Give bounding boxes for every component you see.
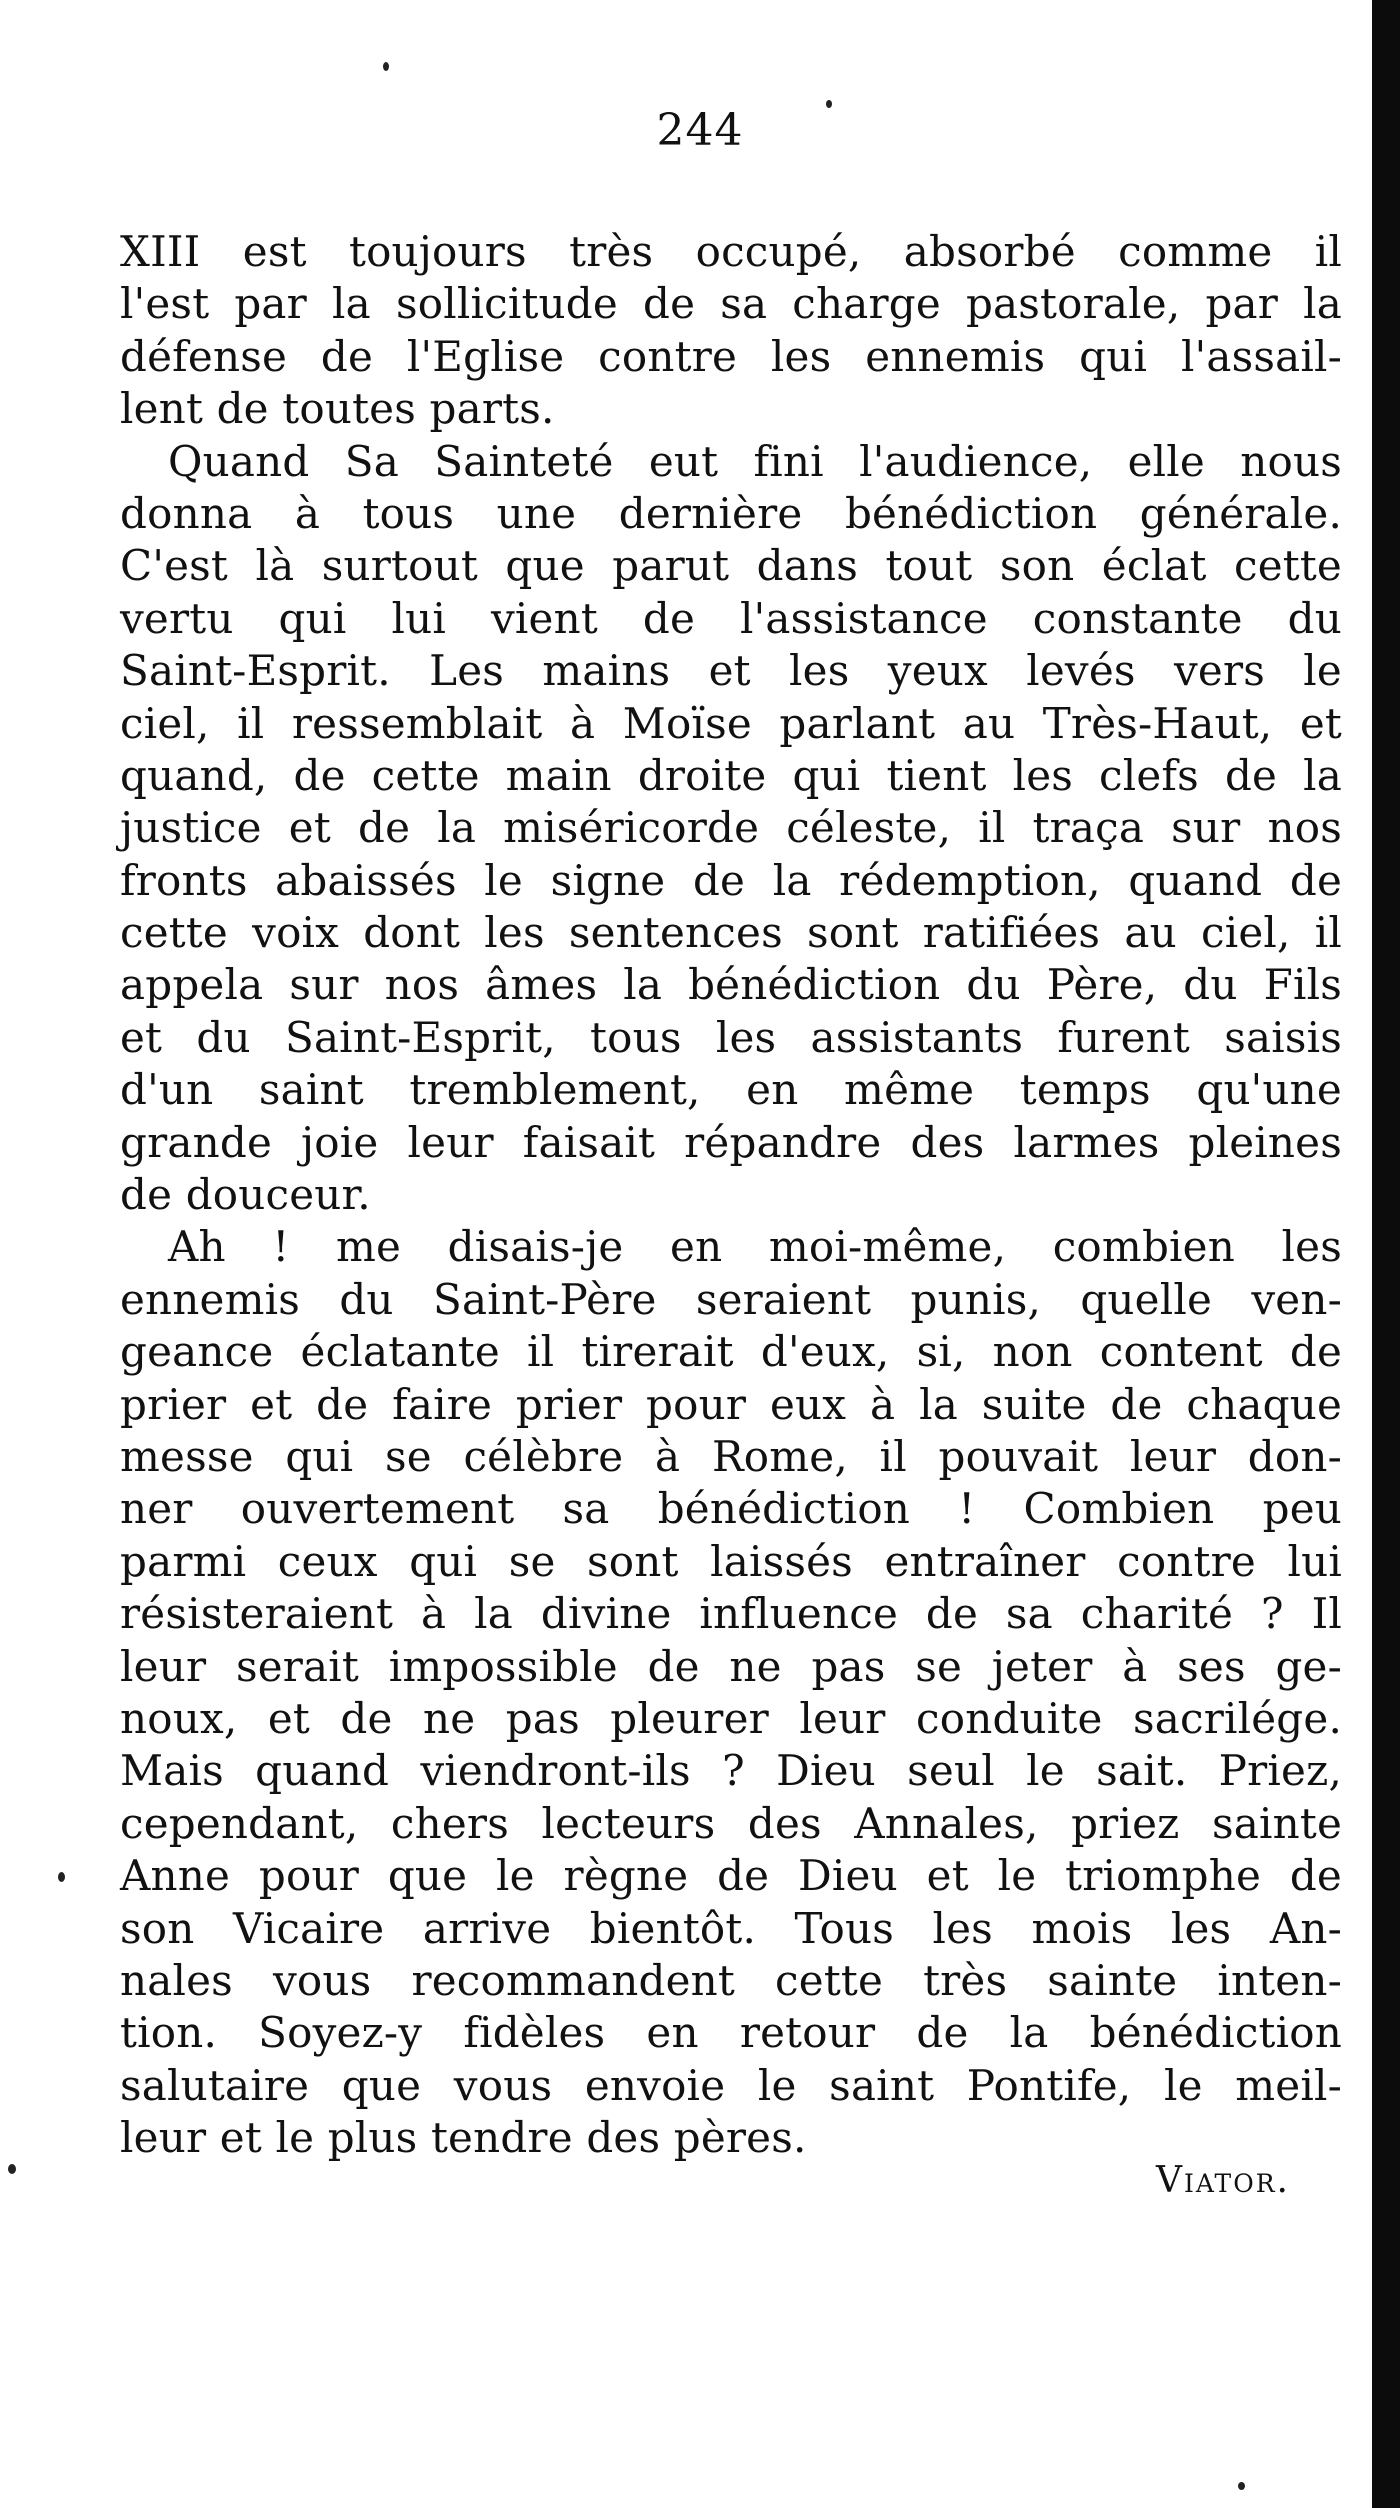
- text-line: donna à tous une dernière bénédiction générale.: [120, 488, 1342, 538]
- text-line: appela sur nos âmes la bénédiction du Père, du Fils: [120, 960, 1342, 1010]
- text-line: ner ouvertement sa bénédiction ! Combien peu: [120, 1484, 1342, 1534]
- text-line: parmi ceux qui se sont laissés entraîner contre lui: [120, 1536, 1342, 1586]
- text-line: Saint-Esprit. Les mains et les yeux levés vers le: [120, 646, 1342, 696]
- text-line: nales vous recommandent cette très sainte inten-: [120, 1955, 1342, 2005]
- text-line: leur serait impossible de ne pas se jeter à ses ge-: [120, 1641, 1342, 1691]
- text-line: XIII est toujours très occupé, absorbé comme il: [120, 227, 1342, 276]
- text-line: fronts abaissés le signe de la rédemption, quand de: [120, 855, 1342, 905]
- text-line: cette voix dont les sentences sont ratifiées au ciel, il: [120, 908, 1342, 958]
- text-line: et du Saint-Esprit, tous les assistants furent saisis: [120, 1012, 1342, 1062]
- scan-speck: [1238, 2482, 1245, 2490]
- text-line: résisteraient à la divine influence de sa charité ? Il: [120, 1589, 1342, 1639]
- text-line: noux, et de ne pas pleurer leur conduite sacrilége.: [120, 1693, 1342, 1743]
- text-line: tion. Soyez-y fidèles en retour de la bénédiction: [120, 2008, 1342, 2058]
- text-line: de douceur.: [120, 1170, 371, 1220]
- text-line: l'est par la sollicitude de sa charge pastorale, par la: [120, 279, 1342, 329]
- page-number: 244: [656, 105, 744, 156]
- signature: Viator.: [1156, 2160, 1290, 2201]
- scan-speck: [383, 62, 389, 71]
- text-line: Mais quand viendront-ils ? Dieu seul le sait. Priez,: [120, 1746, 1342, 1796]
- page-edge-shadow: [1372, 0, 1400, 2508]
- text-line: d'un saint tremblement, en même temps qu'une: [120, 1065, 1342, 1115]
- text-line: messe qui se célèbre à Rome, il pouvait leur don-: [120, 1431, 1342, 1481]
- text-line: cependant, chers lecteurs des Annales, priez sainte: [120, 1798, 1342, 1848]
- text-line: justice et de la miséricorde céleste, il traça sur nos: [120, 803, 1342, 853]
- text-line: vertu qui lui vient de l'assistance constante du: [120, 593, 1342, 643]
- scan-speck: [8, 2164, 16, 2174]
- text-line: ennemis du Saint-Père seraient punis, quelle ven-: [120, 1274, 1342, 1324]
- text-line: ciel, il ressemblait à Moïse parlant au Très-Haut, et: [120, 698, 1342, 748]
- text-line: Quand Sa Sainteté eut fini l'audience, elle nous: [168, 436, 1342, 486]
- scan-speck: [826, 100, 832, 108]
- text-line: Anne pour que le règne de Dieu et le triomphe de: [120, 1851, 1342, 1901]
- body-text: [120, 226, 1342, 2164]
- text-line: leur et le plus tendre des pères.: [120, 2113, 807, 2163]
- scan-speck: [58, 1872, 65, 1882]
- text-line: lent de toutes parts.: [120, 384, 555, 434]
- text-line: geance éclatante il tirerait d'eux, si, non content de: [120, 1327, 1342, 1377]
- text-line: prier et de faire prier pour eux à la suite de chaque: [120, 1379, 1342, 1429]
- text-line: Ah ! me disais-je en moi-même, combien les: [168, 1222, 1342, 1272]
- text-line: son Vicaire arrive bientôt. Tous les mois les An-: [120, 1903, 1342, 1953]
- text-line: quand, de cette main droite qui tient les clefs de la: [120, 750, 1342, 800]
- text-line: C'est là surtout que parut dans tout son éclat cette: [120, 541, 1342, 591]
- text-line: défense de l'Eglise contre les ennemis qui l'assail-: [120, 331, 1342, 381]
- text-line: salutaire que vous envoie le saint Pontife, le meil-: [120, 2060, 1342, 2110]
- text-line: grande joie leur faisait répandre des larmes pleines: [120, 1117, 1342, 1167]
